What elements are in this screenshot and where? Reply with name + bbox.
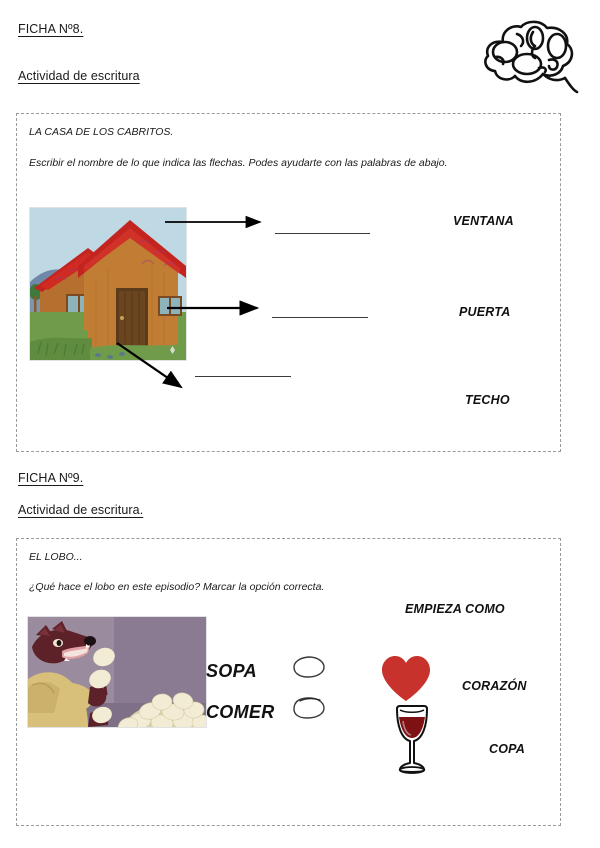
heart-icon xyxy=(380,655,432,703)
word-bank-techo: TECHO xyxy=(465,393,510,407)
answer-blank-techo[interactable] xyxy=(275,233,370,234)
ficha9-activity-heading: Actividad de escritura. xyxy=(18,503,144,517)
wolf-illustration xyxy=(27,616,207,728)
word-bank-puerta: PUERTA xyxy=(459,305,511,319)
ficha8-instruction: Escribir el nombre de lo que indica las flechas. Podes ayudarte con las palabras de abajo. xyxy=(29,157,448,169)
option-bubble-sopa[interactable] xyxy=(292,655,326,679)
ficha9-box-title: EL LOBO... xyxy=(29,551,83,563)
ficha8-exercise-box xyxy=(16,113,561,452)
ficha8-activity-heading: Actividad de escritura xyxy=(18,69,140,83)
picture-word-corazon: CORAZÓN xyxy=(462,679,527,693)
brain-icon xyxy=(473,12,585,94)
ficha9-instruction: ¿Qué hace el lobo en este episodio? Marcar la opción correcta. xyxy=(29,581,325,593)
ficha8-heading: FICHA Nº8. xyxy=(18,22,84,36)
house-illustration xyxy=(29,207,187,361)
picture-word-copa: COPA xyxy=(489,742,525,756)
option-label-comer: COMER xyxy=(206,702,275,722)
option-bubble-comer[interactable] xyxy=(292,696,326,720)
option-label-sopa: SOPA xyxy=(206,661,257,681)
ficha8-box-title: LA CASA DE LOS CABRITOS. xyxy=(29,126,174,138)
wineglass-icon xyxy=(389,703,435,775)
ficha9-heading: FICHA Nº9. xyxy=(18,471,84,485)
answer-blank-ventana[interactable] xyxy=(272,317,368,318)
word-bank-ventana: VENTANA xyxy=(453,214,514,228)
answer-blank-puerta[interactable] xyxy=(195,376,291,377)
empieza-como-heading: EMPIEZA COMO xyxy=(405,602,505,616)
